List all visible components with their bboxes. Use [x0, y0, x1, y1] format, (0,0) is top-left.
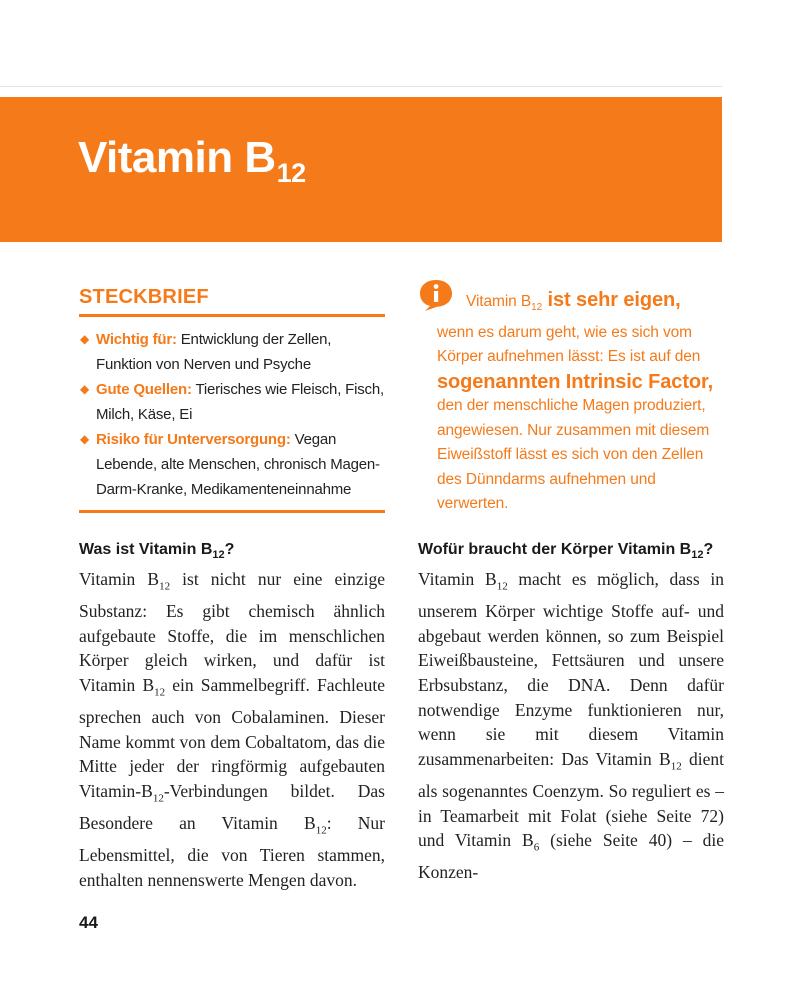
text-sub: 12 — [670, 760, 682, 773]
info-highlight: sogenannten Intrinsic Factor, — [437, 370, 714, 393]
heading-end: ? — [224, 541, 235, 558]
info-icon — [418, 278, 454, 312]
steckbrief-box — [79, 286, 385, 513]
diamond-bullet-icon: ◆ — [80, 332, 90, 346]
info-text-1: wenn es darum geht, wie es sich vom Körper aufnehmen lässt: Es ist auf den — [437, 323, 701, 366]
heading-sub: 12 — [212, 549, 225, 562]
info-box — [418, 278, 728, 517]
item-text: Vegan Lebende, alte Menschen, chronisch Magen-Darm-Kranke, Medikamenteneinnahme — [96, 431, 380, 498]
item-label: Risiko für Unterversorgung: — [96, 431, 291, 448]
top-rule — [0, 86, 722, 87]
text-run: Vitamin B — [418, 569, 497, 590]
right-column — [418, 538, 724, 885]
title-subscript: 12 — [276, 158, 306, 188]
text-run: : Nur Lebensmittel, die von Tieren stammen, enthalten nennenswerte Mengen davon. — [79, 813, 385, 890]
text-sub: 12 — [152, 792, 164, 805]
page-number: 44 — [79, 913, 98, 932]
right-paragraph — [418, 567, 724, 885]
text-sub: 12 — [315, 824, 327, 837]
text-run: (siehe Seite 40) – die Konzen- — [418, 830, 724, 883]
info-lead-text: Vitamin B — [466, 293, 532, 310]
heading-text: Wofür braucht der Körper Vitamin B — [418, 541, 692, 558]
left-paragraph — [79, 567, 385, 892]
info-lead-bold: ist sehr eigen, — [542, 289, 681, 311]
heading-sub: 12 — [691, 549, 704, 562]
steckbrief-item — [79, 427, 385, 502]
text-run: ein Sammelbegriff. Fachleute sprechen auch von Cobalaminen. Dieser Name kommt von dem Cobaltatom, das die Mitte jeder der ringförmig aufgebauten Vitamin-B — [79, 675, 385, 801]
info-lead — [418, 278, 728, 321]
left-column — [79, 538, 385, 892]
text-run: dient als sogenanntes Coenzym. So reguliert es – in Teamarbeit mit Folat (siehe Seite 72) und Vitamin B — [418, 748, 724, 851]
right-heading — [418, 538, 724, 567]
left-heading — [79, 538, 385, 567]
info-text-2: den der menschliche Magen produziert, angewiesen. Nur zusammen mit diesem Eiweißstoff lässt es sich von den Zellen des Dünndarms aufnehmen und verwerten. — [437, 397, 710, 513]
text-sub: 12 — [154, 686, 166, 699]
item-text: Entwicklung der Zellen, Funktion von Nerven und Psyche — [96, 331, 332, 373]
text-run: Vitamin B — [79, 569, 160, 590]
heading-end: ? — [703, 541, 714, 558]
heading-text: Was ist Vitamin B — [79, 541, 213, 558]
text-sub: 12 — [496, 580, 508, 593]
item-label: Gute Quellen: — [96, 381, 192, 398]
page-title — [78, 133, 306, 188]
text-run: ist nicht nur eine einzige Substanz: Es gibt chemisch ähnlich aufgebaute Stoffe, die im menschlichen Körper gleich wirken, und dafür ist Vitamin B — [79, 569, 385, 696]
title-text: Vitamin B — [78, 133, 276, 182]
steckbrief-list — [79, 317, 385, 510]
title-banner — [0, 97, 722, 242]
text-sub: 12 — [159, 580, 171, 593]
steckbrief-item — [79, 327, 385, 377]
item-label: Wichtig für: — [96, 331, 177, 348]
item-text: Tierisches wie Fleisch, Fisch, Milch, Käse, Ei — [96, 381, 384, 423]
text-sub: 6 — [533, 841, 540, 854]
steckbrief-bottom-rule — [79, 510, 385, 513]
info-lead-sub: 12 — [531, 302, 543, 314]
diamond-bullet-icon: ◆ — [80, 432, 90, 446]
diamond-bullet-icon: ◆ — [80, 382, 90, 396]
steckbrief-item — [79, 377, 385, 427]
text-run: -Verbindungen bildet. Das Besondere an Vitamin B — [79, 780, 385, 834]
steckbrief-title: STECKBRIEF — [79, 286, 209, 308]
text-run: macht es möglich, dass in unserem Körper wichtige Stoffe auf- und abgebaut werden können, so zum Beispiel Eiweißbausteine, Fettsäuren und unsere Erbsubstanz, die DNA. Denn dafür notwendige Enzyme funktionieren nur, wenn sie mit diesem Vitamin zusammenarbeiten: Das Vitamin B — [418, 569, 724, 769]
